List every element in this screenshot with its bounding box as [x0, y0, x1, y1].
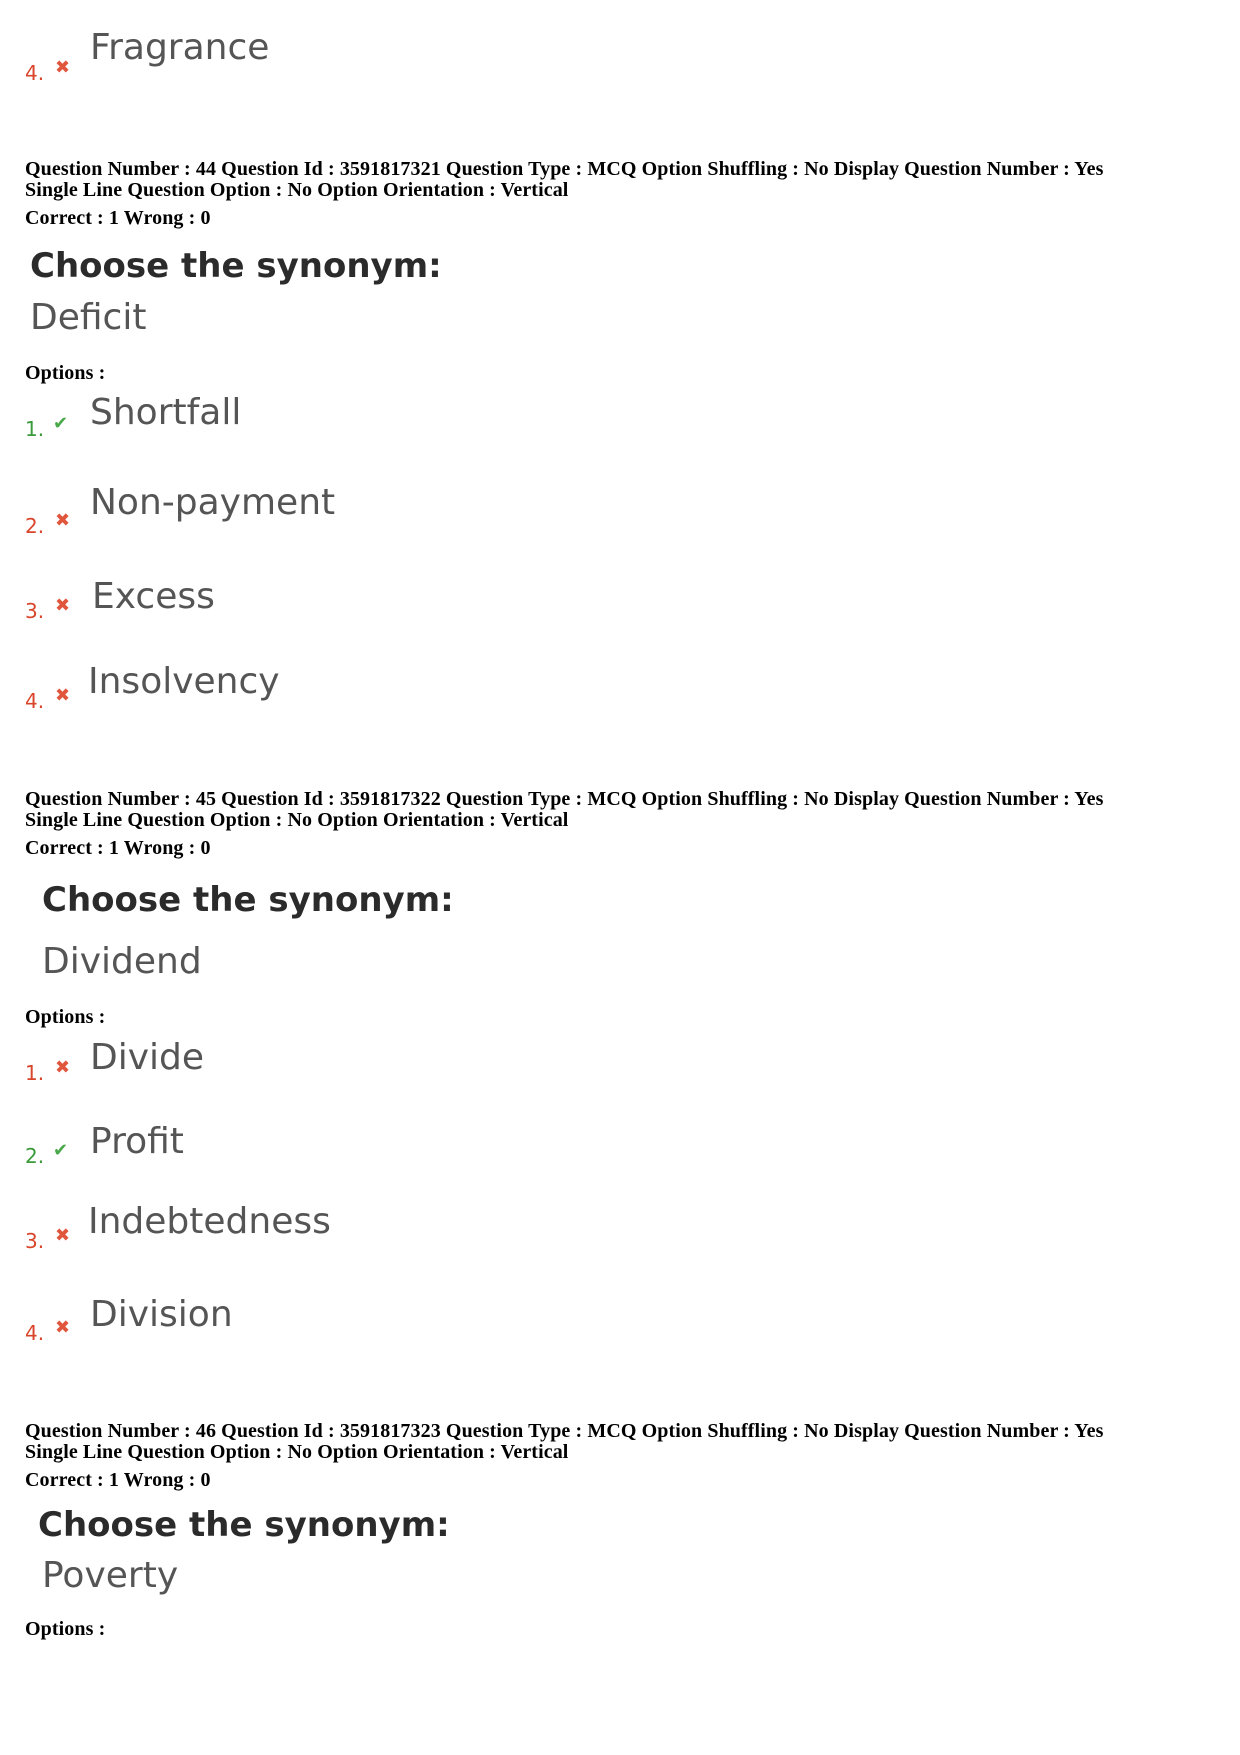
question-word: Deficit [30, 297, 147, 338]
option-number: 2. [25, 514, 45, 538]
option-text: Indebtedness [88, 1201, 331, 1242]
check-mark-icon: ✔ [53, 413, 69, 434]
options-label: Options : [25, 362, 106, 384]
marks-line: Correct : 1 Wrong : 0 [25, 837, 211, 859]
question-word: Poverty [42, 1555, 179, 1596]
options-label: Options : [25, 1618, 106, 1640]
wrong-mark-icon: ✖ [55, 510, 71, 531]
question-stem: Choose the synonym: [30, 246, 442, 286]
option-number: 1. [25, 1061, 45, 1085]
option-text: Non-payment [90, 482, 336, 523]
option-number: 2. [25, 1144, 45, 1168]
wrong-mark-icon: ✖ [55, 57, 71, 78]
question-meta-line2: Single Line Question Option : No Option Orientation : Vertical [25, 809, 569, 831]
question-stem: Choose the synonym: [38, 1505, 450, 1545]
question-word: Dividend [42, 941, 202, 982]
question-stem: Choose the synonym: [42, 880, 454, 920]
wrong-mark-icon: ✖ [55, 685, 71, 706]
option-text: Division [90, 1294, 233, 1335]
question-meta-line2: Single Line Question Option : No Option Orientation : Vertical [25, 179, 569, 201]
question-meta-line2: Single Line Question Option : No Option Orientation : Vertical [25, 1441, 569, 1463]
option-number: 4. [25, 1321, 45, 1345]
question-meta-line1: Question Number : 46 Question Id : 3591817323 Question Type : MCQ Option Shuffling : No Display Question Number : Yes [25, 1420, 1104, 1442]
option-text: Fragrance [90, 27, 270, 68]
wrong-mark-icon: ✖ [55, 1225, 71, 1246]
check-mark-icon: ✔ [53, 1140, 69, 1161]
option-text: Shortfall [90, 392, 242, 433]
option-number: 3. [25, 1229, 45, 1253]
marks-line: Correct : 1 Wrong : 0 [25, 1469, 211, 1491]
marks-line: Correct : 1 Wrong : 0 [25, 207, 211, 229]
question-meta-line1: Question Number : 44 Question Id : 3591817321 Question Type : MCQ Option Shuffling : No Display Question Number : Yes [25, 158, 1104, 180]
wrong-mark-icon: ✖ [55, 595, 71, 616]
options-label: Options : [25, 1006, 106, 1028]
wrong-mark-icon: ✖ [55, 1057, 71, 1078]
option-text: Insolvency [88, 661, 280, 702]
option-number: 3. [25, 599, 45, 623]
option-number: 4. [25, 61, 45, 85]
wrong-mark-icon: ✖ [55, 1317, 71, 1338]
question-meta-line1: Question Number : 45 Question Id : 3591817322 Question Type : MCQ Option Shuffling : No Display Question Number : Yes [25, 788, 1104, 810]
option-text: Excess [92, 576, 215, 617]
option-number: 4. [25, 689, 45, 713]
option-number: 1. [25, 417, 45, 441]
option-text: Profit [90, 1121, 184, 1162]
option-text: Divide [90, 1037, 205, 1078]
